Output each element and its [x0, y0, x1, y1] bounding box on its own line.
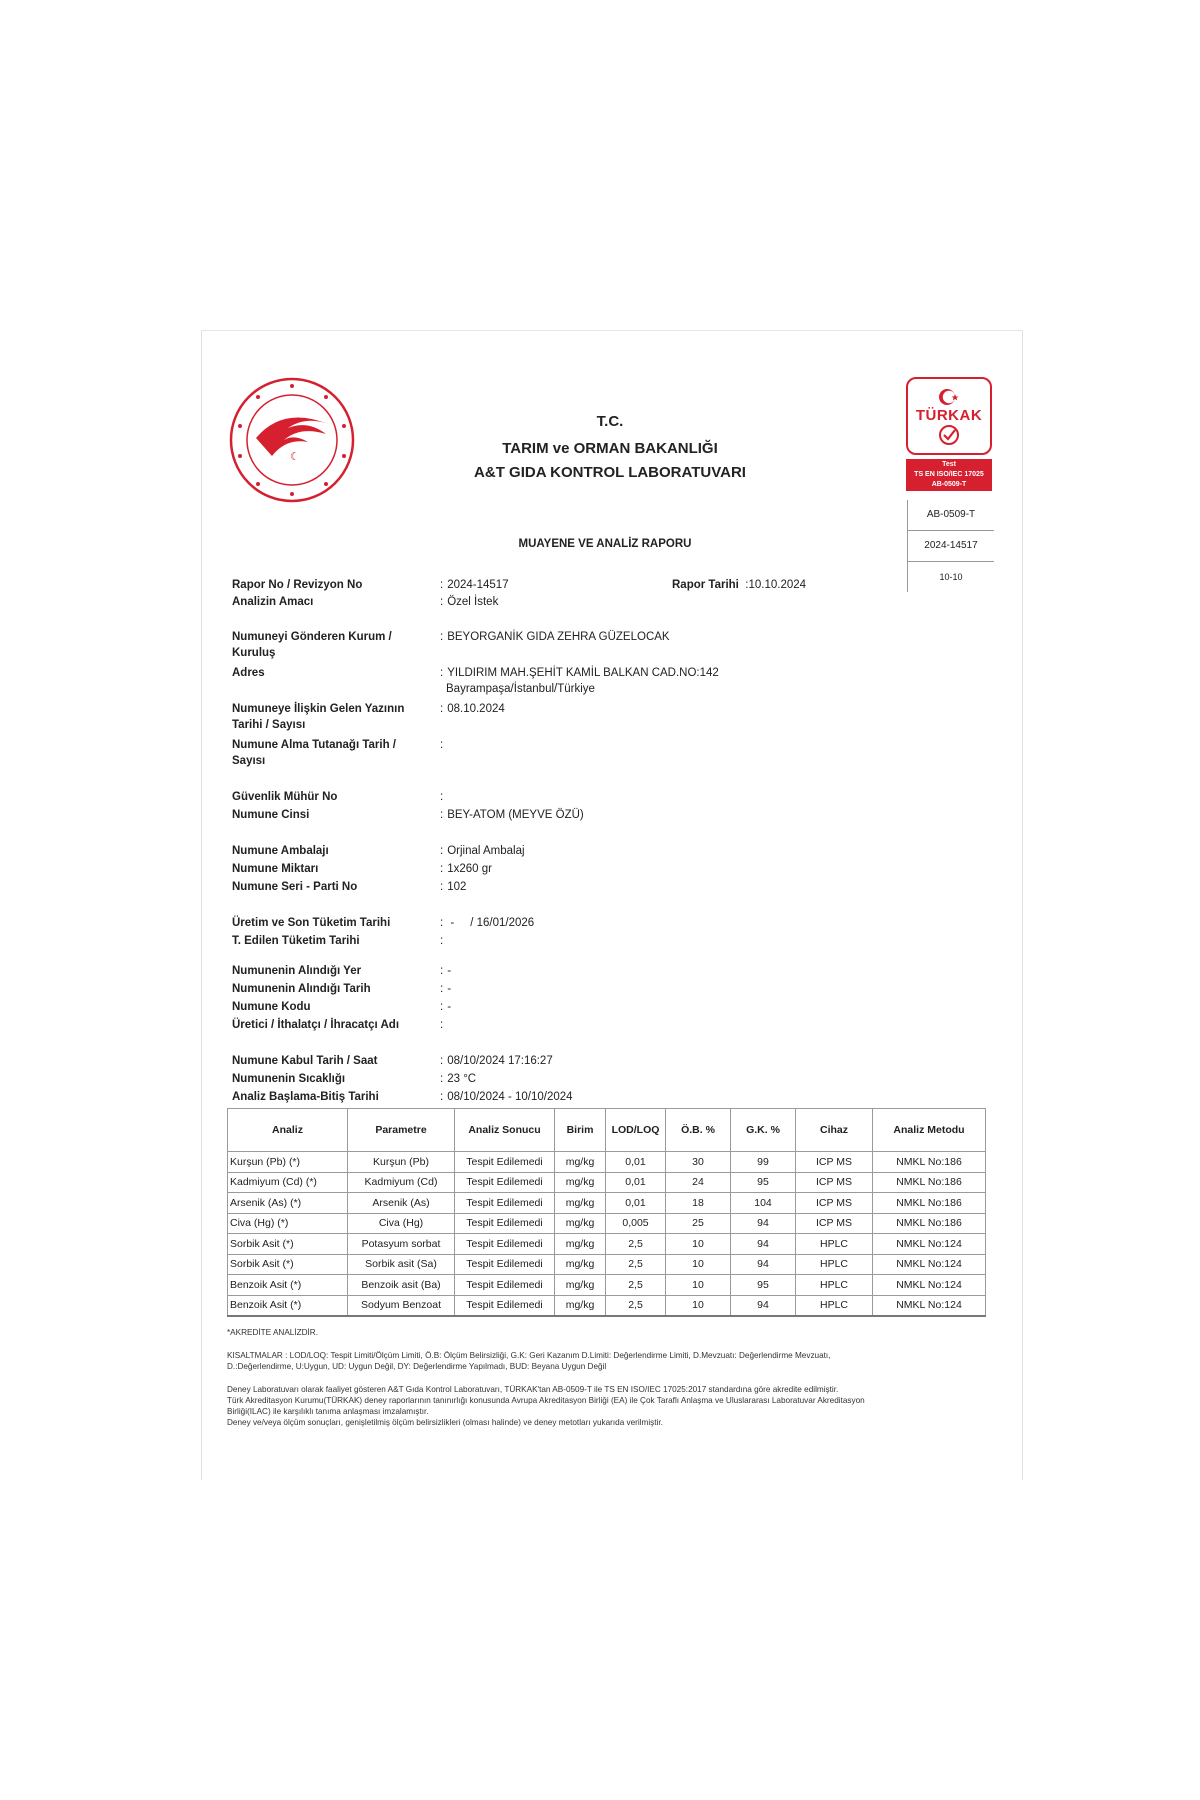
table-cell: 94	[731, 1295, 796, 1316]
table-cell: Sorbik asit (Sa)	[348, 1254, 455, 1275]
table-cell: 95	[731, 1275, 796, 1296]
field-label: Analiz Başlama-Bitiş Tarihi	[232, 1091, 379, 1103]
column-header: Analiz Sonucu	[455, 1109, 555, 1152]
field-value-wrap: : 2024-14517	[440, 579, 509, 591]
field-label: Adres	[232, 667, 265, 679]
ministry-seal-icon	[228, 376, 356, 504]
header-line-tc: T.C.	[596, 413, 624, 430]
crescent-star-icon	[936, 387, 962, 407]
field-value-wrap: : 08/10/2024 17:16:27	[440, 1055, 553, 1067]
turkak-logo-block	[906, 377, 996, 491]
field-value-wrap: : BEY-ATOM (MEYVE ÖZÜ)	[440, 809, 584, 821]
field-label: Güvenlik Mühür No	[232, 791, 338, 803]
table-cell: Civa (Hg)	[348, 1213, 455, 1234]
table-cell: ICP MS	[796, 1213, 873, 1234]
table-cell: ICP MS	[796, 1172, 873, 1193]
table-cell: 99	[731, 1152, 796, 1173]
table-cell: NMKL No:124	[873, 1254, 986, 1275]
field-value-wrap: :	[440, 1019, 444, 1031]
table-cell: mg/kg	[555, 1152, 606, 1173]
table-cell: HPLC	[796, 1254, 873, 1275]
table-cell: Kadmiyum (Cd)	[348, 1172, 455, 1193]
table-cell: Kadmiyum (Cd) (*)	[228, 1172, 348, 1193]
abbreviations-line: D.:Değerlendirme, U:Uygun, UD: Uygun Değil, DY: Değerlendirme Yapılmadı, BUD: Beyana Uygun Değil	[227, 1362, 607, 1371]
results-table	[227, 1108, 986, 1317]
table-cell: Kurşun (Pb)	[348, 1152, 455, 1173]
table-cell: 25	[666, 1213, 731, 1234]
table-cell: Tespit Edilemedi	[455, 1172, 555, 1193]
field-value: YILDIRIM MAH.ŞEHİT KAMİL BALKAN CAD.NO:142	[447, 667, 719, 679]
field-value: 1x260 gr	[447, 863, 492, 875]
turkak-tag-line: Test	[942, 461, 956, 468]
table-cell: NMKL No:124	[873, 1234, 986, 1255]
field-value: 102	[447, 881, 467, 893]
table-cell: NMKL No:186	[873, 1152, 986, 1173]
accredited-note: *AKREDİTE ANALİZDİR.	[227, 1328, 318, 1337]
field-label: T. Edilen Tüketim Tarihi	[232, 935, 360, 947]
abbreviations-line: KISALTMALAR : LOD/LOQ: Tespit Limiti/Ölçüm Limiti, Ö.B: Ölçüm Belirsizliği, G.K: Geri Kazanım D.Limiti: Değerlendirme Limiti, D.Mevzuatı: Değerlendirme Mevzuatı,	[227, 1351, 831, 1360]
table-cell: NMKL No:186	[873, 1172, 986, 1193]
table-cell: Tespit Edilemedi	[455, 1193, 555, 1214]
field-label: Numune Seri - Parti No	[232, 881, 358, 893]
table-row	[228, 1152, 986, 1173]
table-cell: 94	[731, 1213, 796, 1234]
field-value-wrap: :	[440, 739, 444, 751]
field-label: Numune Kodu	[232, 1001, 311, 1013]
report-notes	[227, 1327, 987, 1428]
table-cell: Tespit Edilemedi	[455, 1295, 555, 1316]
field-value: 08/10/2024 - 10/10/2024	[447, 1091, 573, 1103]
column-header: Parametre	[348, 1109, 455, 1152]
table-cell: ICP MS	[796, 1193, 873, 1214]
table-cell: 0,01	[606, 1152, 666, 1173]
field-value: - / 16/01/2026	[447, 917, 535, 929]
table-cell: 10	[666, 1295, 731, 1316]
field-value: BEYORGANİK GIDA ZEHRA GÜZELOCAK	[447, 631, 670, 643]
table-header-row	[228, 1109, 986, 1152]
field-value: 2024-14517	[447, 579, 509, 591]
column-header: LOD/LOQ	[606, 1109, 666, 1152]
column-header: Analiz	[228, 1109, 348, 1152]
field-value-wrap: : 08.10.2024	[440, 703, 505, 715]
table-cell: Benzoik Asit (*)	[228, 1275, 348, 1296]
field-value: 08.10.2024	[447, 703, 505, 715]
turkak-word: TÜRKAK	[915, 406, 983, 424]
field-value: 10.10.2024	[748, 579, 807, 591]
header-line-ministry: TARIM ve ORMAN BAKANLIĞI	[502, 440, 718, 457]
accreditation-statement: Deney Laboratuvarı olarak faaliyet gösteren A&T Gıda Kontrol Laboratuvarı, TÜRKAK'tan AB-0509-T ile TS EN ISO/IEC 17025:2017 standardına göre akredite edilmiştir.	[227, 1385, 839, 1394]
field-rapor-tarihi: Rapor Tarihi :10.10.2024	[672, 579, 807, 591]
svg-text:☾: ☾	[290, 450, 300, 463]
table-row	[228, 1193, 986, 1214]
column-header: G.K. %	[731, 1109, 796, 1152]
field-value: Orjinal Ambalaj	[447, 845, 525, 857]
table-cell: mg/kg	[555, 1295, 606, 1316]
field-value-wrap: : 08/10/2024 - 10/10/2024	[440, 1091, 573, 1103]
table-cell: Benzoik Asit (*)	[228, 1295, 348, 1316]
table-cell: 0,005	[606, 1213, 666, 1234]
table-cell: ICP MS	[796, 1152, 873, 1173]
table-row	[228, 1295, 986, 1316]
table-cell: 2,5	[606, 1254, 666, 1275]
table-cell: Arsenik (As)	[348, 1193, 455, 1214]
table-row	[228, 1213, 986, 1234]
field-value-wrap: : 1x260 gr	[440, 863, 492, 875]
field-value-wrap: : 23 °C	[440, 1073, 477, 1085]
table-row	[228, 1275, 986, 1296]
table-cell: HPLC	[796, 1295, 873, 1316]
table-cell: 24	[666, 1172, 731, 1193]
page-number-box: 10-10	[939, 572, 963, 582]
table-cell: Tespit Edilemedi	[455, 1254, 555, 1275]
turkak-tag-line: AB-0509-T	[931, 481, 967, 488]
field-value: Özel İstek	[447, 596, 499, 608]
table-row	[228, 1172, 986, 1193]
field-label: Numune Ambalajı	[232, 845, 329, 857]
table-cell: HPLC	[796, 1275, 873, 1296]
field-value-wrap: : 102	[440, 881, 467, 893]
table-cell: Potasyum sorbat	[348, 1234, 455, 1255]
column-header: Analiz Metodu	[873, 1109, 986, 1152]
header-line-lab: A&T GIDA KONTROL LABORATUVARI	[474, 464, 746, 481]
table-cell: Sorbik Asit (*)	[228, 1254, 348, 1275]
table-cell: 94	[731, 1254, 796, 1275]
table-cell: 10	[666, 1254, 731, 1275]
field-label: Üretim ve Son Tüketim Tarihi	[232, 917, 391, 929]
sample-info-fields	[232, 577, 992, 1103]
table-cell: 0,01	[606, 1172, 666, 1193]
table-cell: NMKL No:124	[873, 1295, 986, 1316]
table-cell: 2,5	[606, 1275, 666, 1296]
turkak-tag-line: TS EN ISO/IEC 17025	[914, 471, 984, 478]
field-value: -	[447, 983, 452, 995]
table-cell: 30	[666, 1152, 731, 1173]
field-value: BEY-ATOM (MEYVE ÖZÜ)	[447, 809, 584, 821]
table-cell: mg/kg	[555, 1275, 606, 1296]
table-cell: 2,5	[606, 1234, 666, 1255]
accreditation-code: AB-0509-T	[908, 500, 994, 531]
table-cell: Tespit Edilemedi	[455, 1275, 555, 1296]
field-value-wrap: : -	[440, 983, 452, 995]
table-cell: 2,5	[606, 1295, 666, 1316]
table-cell: Sorbik Asit (*)	[228, 1234, 348, 1255]
field-value-wrap: : BEYORGANİK GIDA ZEHRA GÜZELOCAK	[440, 631, 670, 643]
field-value-line2: Bayrampaşa/İstanbul/Türkiye	[446, 683, 595, 695]
field-label: Numune Kabul Tarih / Saat	[232, 1055, 378, 1067]
table-cell: 10	[666, 1234, 731, 1255]
table-cell: Sodyum Benzoat	[348, 1295, 455, 1316]
field-value: -	[447, 1001, 452, 1013]
accreditation-statement: Deney ve/veya ölçüm sonuçları, genişletilmiş ölçüm belirsizlikleri (olması halinde) ve deney metotları yukarıda verilmiştir.	[227, 1418, 663, 1427]
table-cell: 18	[666, 1193, 731, 1214]
check-circle-icon	[937, 424, 961, 446]
table-cell: Tespit Edilemedi	[455, 1234, 555, 1255]
table-cell: 94	[731, 1234, 796, 1255]
field-value-wrap: : Özel İstek	[440, 596, 499, 608]
field-value-wrap: : YILDIRIM MAH.ŞEHİT KAMİL BALKAN CAD.NO:142 Bayrampaşa/İstanbul/Türkiye	[440, 667, 719, 695]
field-label: Numunenin Sıcaklığı	[232, 1073, 346, 1085]
table-cell: HPLC	[796, 1234, 873, 1255]
column-header: Cihaz	[796, 1109, 873, 1152]
table-cell: Kurşun (Pb) (*)	[228, 1152, 348, 1173]
field-value-wrap: : Orjinal Ambalaj	[440, 845, 525, 857]
table-cell: mg/kg	[555, 1254, 606, 1275]
table-cell: mg/kg	[555, 1193, 606, 1214]
table-cell: 10	[666, 1275, 731, 1296]
field-label: Numunenin Alındığı Yer	[232, 965, 362, 977]
table-cell: NMKL No:186	[873, 1193, 986, 1214]
column-header: Birim	[555, 1109, 606, 1152]
field-label: Numune Cinsi	[232, 809, 310, 821]
field-label: Analizin Amacı	[232, 596, 314, 608]
field-value: -	[447, 965, 452, 977]
field-label: Numune Miktarı	[232, 863, 319, 875]
field-value-wrap: :	[440, 935, 444, 947]
field-value-wrap: : -	[440, 965, 452, 977]
report-title: MUAYENE VE ANALİZ RAPORU	[518, 538, 692, 550]
table-cell: 0,01	[606, 1193, 666, 1214]
field-label: Rapor No / Revizyon No	[232, 579, 363, 591]
table-cell: NMKL No:186	[873, 1213, 986, 1234]
column-header: Ö.B. %	[666, 1109, 731, 1152]
field-value-wrap: :	[440, 791, 444, 803]
table-cell: 104	[731, 1193, 796, 1214]
table-row	[228, 1254, 986, 1275]
field-label: Numuneye İlişkin Gelen Yazının Tarihi / Sayısı	[232, 703, 405, 731]
field-value: 23 °C	[447, 1073, 477, 1085]
table-cell: mg/kg	[555, 1234, 606, 1255]
report-header	[420, 413, 800, 481]
table-cell: Tespit Edilemedi	[455, 1152, 555, 1173]
field-value-wrap: : -	[440, 1001, 452, 1013]
field-value: 08/10/2024 17:16:27	[447, 1055, 553, 1067]
field-label: Numune Alma Tutanağı Tarih / Sayısı	[232, 739, 396, 767]
table-cell: mg/kg	[555, 1172, 606, 1193]
turkak-logo-icon	[906, 377, 992, 455]
table-cell: Civa (Hg) (*)	[228, 1213, 348, 1234]
accreditation-statement: Birliği(ILAC) ile karşılıklı tanıma anlaşması imzalamıştır.	[227, 1407, 429, 1416]
table-cell: Tespit Edilemedi	[455, 1213, 555, 1234]
report-number-box: 2024-14517	[908, 531, 994, 562]
field-label: Numuneyi Gönderen Kurum / Kuruluş	[232, 631, 392, 659]
field-value-wrap: : - / 16/01/2026	[440, 917, 535, 929]
table-cell: 95	[731, 1172, 796, 1193]
field-label: Rapor Tarihi	[672, 579, 739, 591]
field-label: Numunenin Alındığı Tarih	[232, 983, 371, 995]
table-cell: Benzoik asit (Ba)	[348, 1275, 455, 1296]
turkak-accreditation-tag	[906, 459, 992, 491]
field-label: Üretici / İthalatçı / İhracatçı Adı	[232, 1019, 400, 1031]
table-cell: mg/kg	[555, 1213, 606, 1234]
table-cell: Arsenik (As) (*)	[228, 1193, 348, 1214]
table-cell: NMKL No:124	[873, 1275, 986, 1296]
table-row	[228, 1234, 986, 1255]
accreditation-statement: Türk Akreditasyon Kurumu(TÜRKAK) deney raporlarının tanınırlığı konusunda Avrupa Akreditasyon Birliği (EA) ile Çok Taraflı Anlaşma ve Uluslararası Laboratuvar Akreditasyon	[227, 1396, 865, 1405]
